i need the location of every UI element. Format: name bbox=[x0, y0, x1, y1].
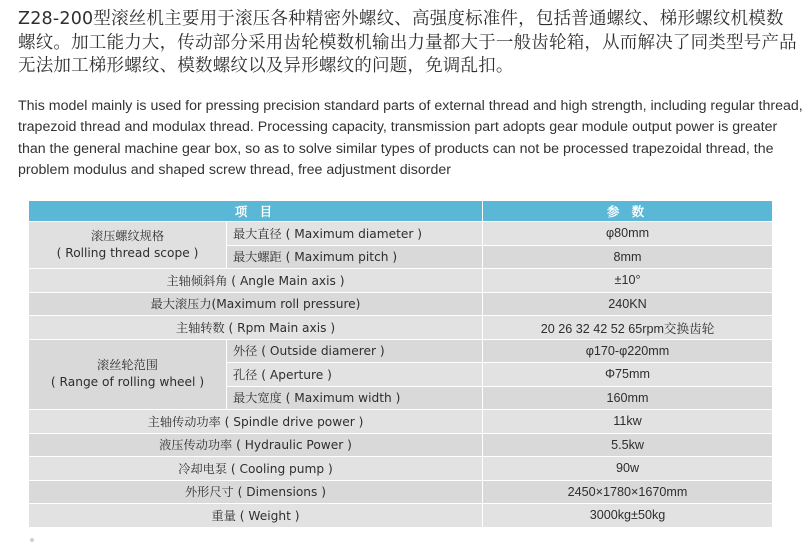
max-width-label: 最大宽度 ( Maximum width ) bbox=[227, 386, 483, 410]
spindle-power-value: 11kw bbox=[483, 410, 773, 434]
aperture-label: 孔径 ( Aperture ) bbox=[227, 363, 483, 387]
table-row bbox=[29, 316, 773, 340]
outside-diameter-label: 外径 ( Outside diamerer ) bbox=[227, 339, 483, 363]
intro-chinese: Z28-200型滚丝机主要用于滚压各种精密外螺纹、高强度标准件，包括普通螺纹、梯形螺纹机模数螺纹。加工能力大，传动部分采用齿轮模数机输出力量都大于一般齿轮箱，从而解决了同类型号产品无法加工梯形螺纹、模数螺纹以及异形螺纹的问题，免调乱扣。 bbox=[18, 9, 797, 76]
rolling-scope-label-cn: 滚压螺纹规格 bbox=[90, 229, 165, 243]
intro-english: This model mainly is used for pressing precision standard parts of external thread and high strength, including regular thread, trapezoid thread and modulax thread. Processing capacity, transmission part adopts gear module output power is greater than the general machine gear box, so as to solve similar types of products can not be processed trapezoidal thread, the problem modulus and shaped screw thread, free adjustment disorder bbox=[18, 98, 803, 178]
weight-label: 重量 ( Weight ) bbox=[29, 504, 483, 528]
angle-value: ±10° bbox=[483, 269, 773, 293]
outside-diameter-value: φ170-φ220mm bbox=[483, 339, 773, 363]
hydraulic-power-value: 5.5kw bbox=[483, 433, 773, 457]
table-row bbox=[29, 410, 773, 434]
table-row bbox=[29, 457, 773, 481]
pressure-label: 最大滚压力(Maximum roll pressure) bbox=[29, 292, 483, 316]
max-width-value: 160mm bbox=[483, 386, 773, 410]
max-pitch-value: 8mm bbox=[483, 245, 773, 269]
header-item: 项 目 bbox=[29, 201, 483, 222]
cooling-pump-label: 冷却电泵 ( Cooling pump ) bbox=[29, 457, 483, 481]
hydraulic-power-label: 液压传动功率 ( Hydraulic Power ) bbox=[29, 433, 483, 457]
table-row bbox=[29, 292, 773, 316]
table-row bbox=[29, 480, 773, 504]
max-diameter-value: φ80mm bbox=[483, 222, 773, 246]
dimensions-label: 外形尺寸 ( Dimensions ) bbox=[29, 480, 483, 504]
rpm-value: 20 26 32 42 52 65rpm交换齿轮 bbox=[483, 316, 773, 340]
angle-label: 主轴倾斜角 ( Angle Main axis ) bbox=[29, 269, 483, 293]
decorative-dot bbox=[30, 538, 34, 542]
table-row bbox=[29, 339, 773, 363]
weight-value: 3000kg±50kg bbox=[483, 504, 773, 528]
dimensions-value: 2450×1780×1670mm bbox=[483, 480, 773, 504]
spec-table bbox=[28, 200, 773, 528]
rolling-scope-label bbox=[29, 222, 227, 269]
wheel-range-label bbox=[29, 339, 227, 410]
table-row bbox=[29, 269, 773, 293]
table-header-row bbox=[29, 201, 773, 222]
cooling-pump-value: 90w bbox=[483, 457, 773, 481]
wheel-range-label-en: ( Range of rolling wheel ) bbox=[50, 375, 205, 390]
table-row bbox=[29, 504, 773, 528]
table-row bbox=[29, 222, 773, 246]
aperture-value: Φ75mm bbox=[483, 363, 773, 387]
spindle-power-label: 主轴传动功率 ( Spindle drive power ) bbox=[29, 410, 483, 434]
rpm-label: 主轴转数 ( Rpm Main axis ) bbox=[29, 316, 483, 340]
pressure-value: 240KN bbox=[483, 292, 773, 316]
max-pitch-label: 最大螺距 ( Maximum pitch ) bbox=[227, 245, 483, 269]
table-row bbox=[29, 433, 773, 457]
max-diameter-label: 最大直径 ( Maximum diameter ) bbox=[227, 222, 483, 246]
wheel-range-label-cn: 滚丝轮范围 bbox=[97, 358, 158, 373]
rolling-scope-label-en: ( Rolling thread scope ) bbox=[56, 246, 199, 260]
header-param: 参 数 bbox=[483, 201, 773, 222]
